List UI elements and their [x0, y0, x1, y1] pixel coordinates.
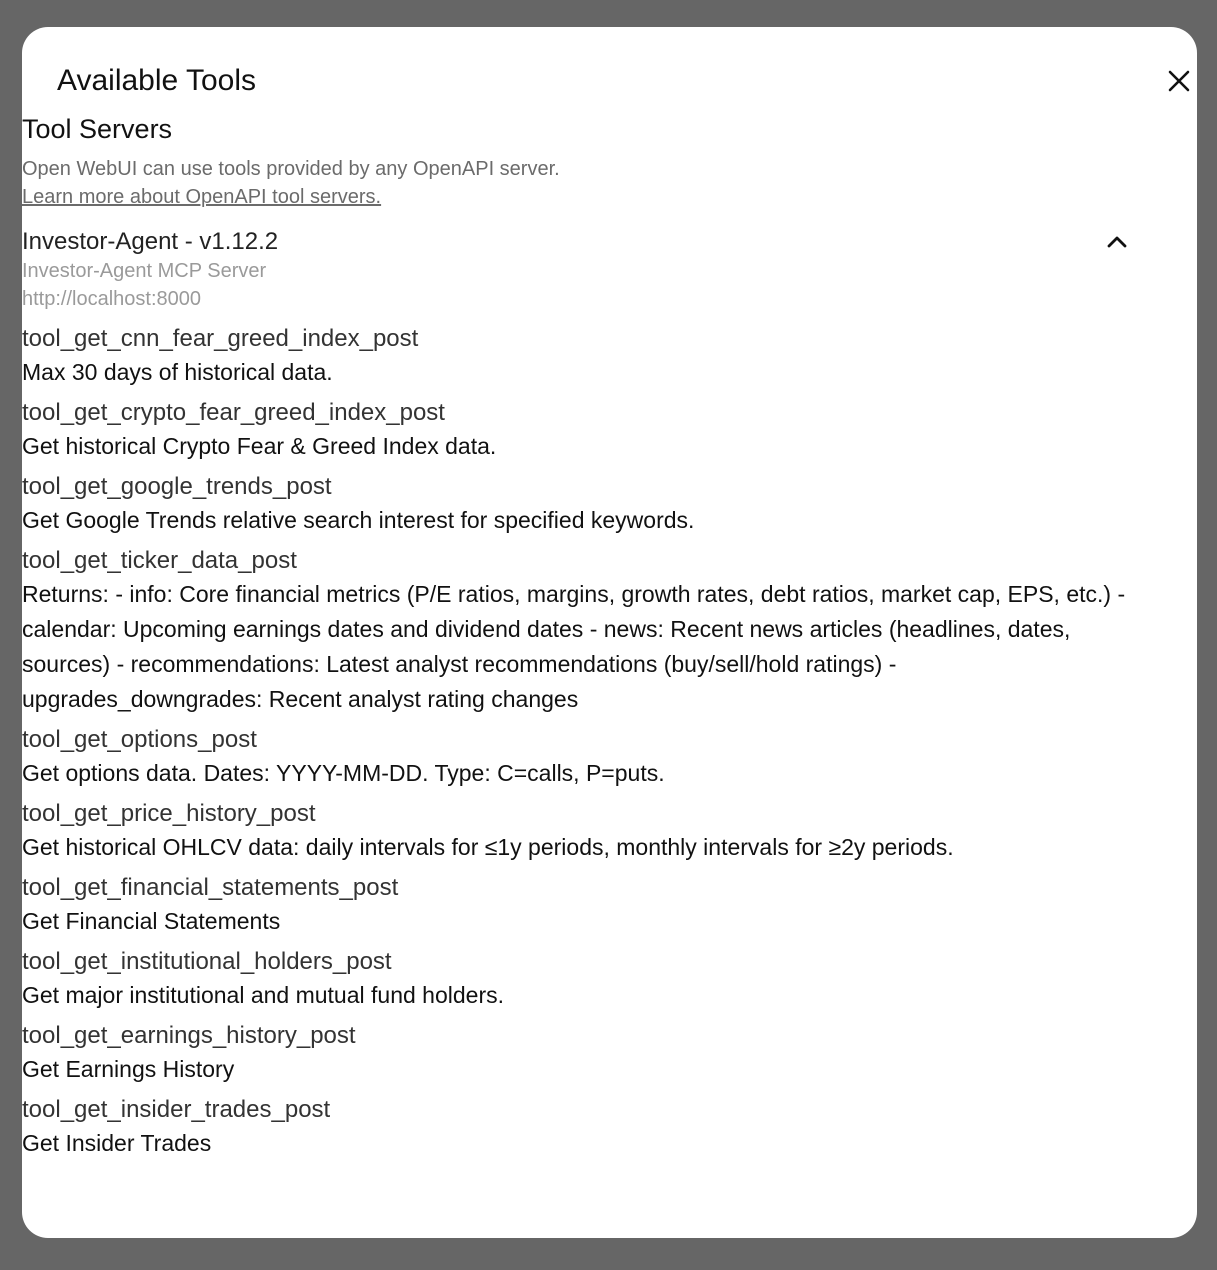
close-icon — [1165, 67, 1193, 95]
collapse-server-button[interactable] — [1104, 229, 1130, 255]
tool-item — [22, 470, 1132, 538]
tool-description: Get Financial Statements — [22, 908, 281, 934]
modal-title: Available Tools — [57, 64, 257, 97]
tool-item — [22, 945, 1132, 1013]
tool-list — [22, 322, 1132, 1167]
tool-name: tool_get_insider_trades_post — [22, 1096, 331, 1123]
tool-item — [22, 797, 1132, 865]
tool-description: Max 30 days of historical data. — [22, 359, 333, 385]
tool-item — [22, 1019, 1132, 1087]
tool-name: tool_get_price_history_post — [22, 800, 316, 827]
modal-header — [57, 27, 1197, 123]
close-button[interactable] — [1165, 67, 1193, 95]
tool-item — [22, 1093, 1132, 1161]
tool-item — [22, 544, 1132, 717]
server-header[interactable] — [22, 227, 1127, 313]
server-url: http://localhost:8000 — [22, 288, 202, 310]
chevron-up-icon — [1104, 229, 1130, 255]
tool-description: Get historical OHLCV data: daily intervals for ≤1y periods, monthly intervals for ≥2y periods. — [22, 834, 954, 860]
available-tools-modal — [22, 27, 1197, 1238]
tool-name: tool_get_institutional_holders_post — [22, 948, 392, 975]
tool-name: tool_get_cnn_fear_greed_index_post — [22, 325, 419, 352]
server-subtitle: Investor-Agent MCP Server — [22, 260, 267, 282]
tool-name: tool_get_crypto_fear_greed_index_post — [22, 399, 445, 426]
tool-item — [22, 871, 1132, 939]
tool-name: tool_get_earnings_history_post — [22, 1022, 356, 1049]
tool-description: Get Earnings History — [22, 1056, 235, 1082]
section-title: Tool Servers — [22, 114, 173, 144]
tool-description: Get major institutional and mutual fund holders. — [22, 982, 504, 1008]
tool-name: tool_get_options_post — [22, 726, 257, 753]
tool-description: Get options data. Dates: YYYY-MM-DD. Type: C=calls, P=puts. — [22, 760, 665, 786]
tool-item — [22, 322, 1132, 390]
tool-description: Get Insider Trades — [22, 1130, 212, 1156]
tool-description: Get historical Crypto Fear & Greed Index data. — [22, 433, 497, 459]
learn-more-link[interactable]: Learn more about OpenAPI tool servers. — [22, 186, 382, 208]
tool-name: tool_get_ticker_data_post — [22, 547, 297, 574]
description-text: Open WebUI can use tools provided by any OpenAPI server. — [22, 158, 560, 180]
tool-name: tool_get_google_trends_post — [22, 473, 332, 500]
section-description — [22, 155, 560, 211]
tool-description: Returns: - info: Core financial metrics (P/E ratios, margins, growth rates, debt ratios, market cap, EPS, etc.) - calendar: Upcoming earnings dates and dividend dates - news: Recent news articles (headlines, dates, sources) - recommendations: Latest analyst recommendations (buy/sell/hold ratings) - upgrades_downgrades: Recent analyst rating changes — [22, 581, 1126, 712]
tool-name: tool_get_financial_statements_post — [22, 874, 399, 901]
tool-item — [22, 723, 1132, 791]
tool-item — [22, 396, 1132, 464]
tool-description: Get Google Trends relative search interest for specified keywords. — [22, 507, 695, 533]
server-name: Investor-Agent - v1.12.2 — [22, 228, 279, 255]
